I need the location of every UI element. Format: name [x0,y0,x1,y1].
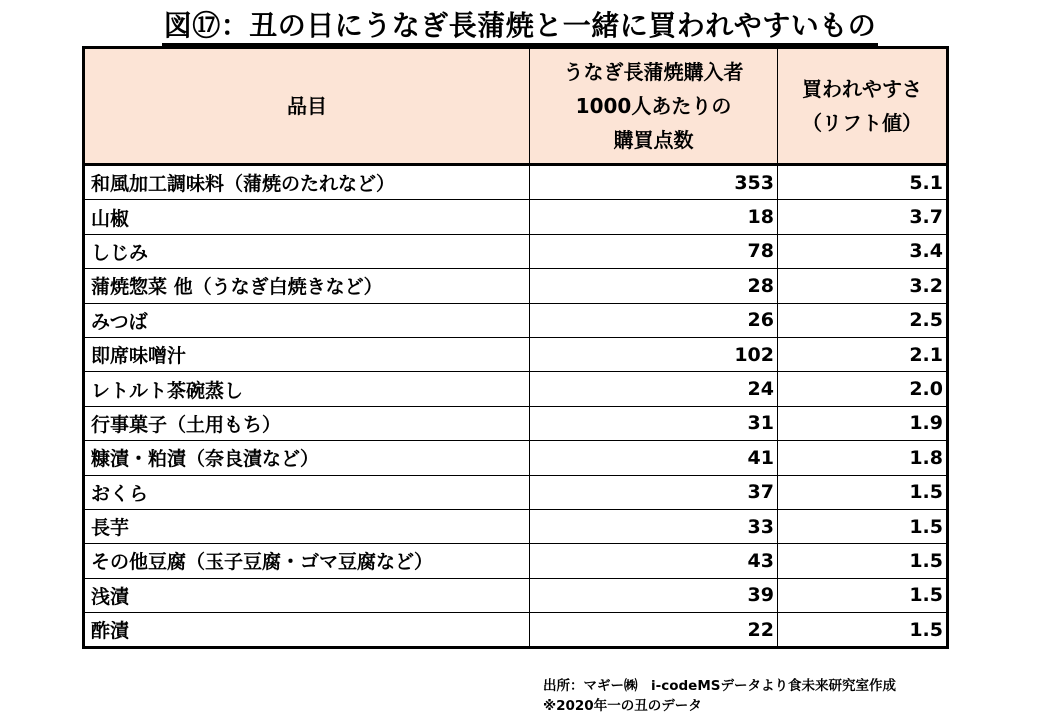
cell-count: 102 [530,337,778,371]
cell-count: 37 [530,475,778,509]
cell-count: 353 [530,165,778,200]
table-row [84,234,948,268]
cell-count: 78 [530,234,778,268]
cell-lift: 1.5 [778,578,948,612]
cell-item: みつば [84,303,530,337]
table-header [84,48,948,165]
header-lift [778,48,948,165]
source-note [543,676,896,716]
title-text: 図⑰：丑の日にうなぎ長蒲焼と一緒に買われやすいもの [162,9,879,46]
table-row [84,200,948,234]
table-row [84,544,948,578]
cell-count: 26 [530,303,778,337]
cell-lift: 2.1 [778,337,948,371]
cell-lift: 1.5 [778,613,948,648]
header-item-label: 品目 [287,94,327,118]
table-row [84,406,948,440]
table-row [84,337,948,371]
cell-count: 41 [530,441,778,475]
data-note: ※2020年一の丑のデータ [543,698,702,714]
header-count-line3: 購買点数 [613,128,694,152]
header-count [530,48,778,165]
table-row [84,303,948,337]
header-lift-line2: （リフト値） [802,111,922,135]
table-row [84,372,948,406]
cell-item: その他豆腐（玉子豆腐・ゴマ豆腐など） [84,544,530,578]
cell-item: レトルト茶碗蒸し [84,372,530,406]
source-text: 出所：マギー㈱ i-codeMSデータより食未来研究室作成 [543,678,896,694]
cell-lift: 3.7 [778,200,948,234]
purchase-table [82,46,949,649]
cell-item: 行事菓子（土用もち） [84,406,530,440]
cell-lift: 1.9 [778,406,948,440]
cell-count: 28 [530,269,778,303]
cell-lift: 1.5 [778,475,948,509]
cell-count: 24 [530,372,778,406]
cell-item: 糠漬・粕漬（奈良漬など） [84,441,530,475]
cell-item: しじみ [84,234,530,268]
table-row [84,475,948,509]
table-row [84,269,948,303]
cell-item: 浅漬 [84,578,530,612]
table-row [84,578,948,612]
cell-count: 31 [530,406,778,440]
cell-item: 蒲焼惣菜 他（うなぎ白焼きなど） [84,269,530,303]
cell-count: 18 [530,200,778,234]
cell-lift: 3.2 [778,269,948,303]
cell-item: 長芋 [84,509,530,543]
cell-item: 酢漬 [84,613,530,648]
cell-count: 22 [530,613,778,648]
header-count-line1: うなぎ長蒲焼購入者 [563,60,744,84]
table-row [84,613,948,648]
table-row [84,165,948,200]
cell-item: 和風加工調味料（蒲焼のたれなど） [84,165,530,200]
table-row [84,509,948,543]
header-count-line2: 1000人あたりの [575,94,732,118]
cell-item: おくら [84,475,530,509]
cell-lift: 3.4 [778,234,948,268]
cell-count: 39 [530,578,778,612]
table-row [84,441,948,475]
cell-item: 山椒 [84,200,530,234]
cell-count: 33 [530,509,778,543]
page-title [0,4,1040,44]
cell-item: 即席味噌汁 [84,337,530,371]
cell-lift: 1.5 [778,544,948,578]
cell-lift: 1.5 [778,509,948,543]
cell-count: 43 [530,544,778,578]
table-body [84,165,948,648]
cell-lift: 5.1 [778,165,948,200]
cell-lift: 2.0 [778,372,948,406]
header-lift-line1: 買われやすさ [802,77,922,101]
header-item [84,48,530,165]
cell-lift: 1.8 [778,441,948,475]
cell-lift: 2.5 [778,303,948,337]
